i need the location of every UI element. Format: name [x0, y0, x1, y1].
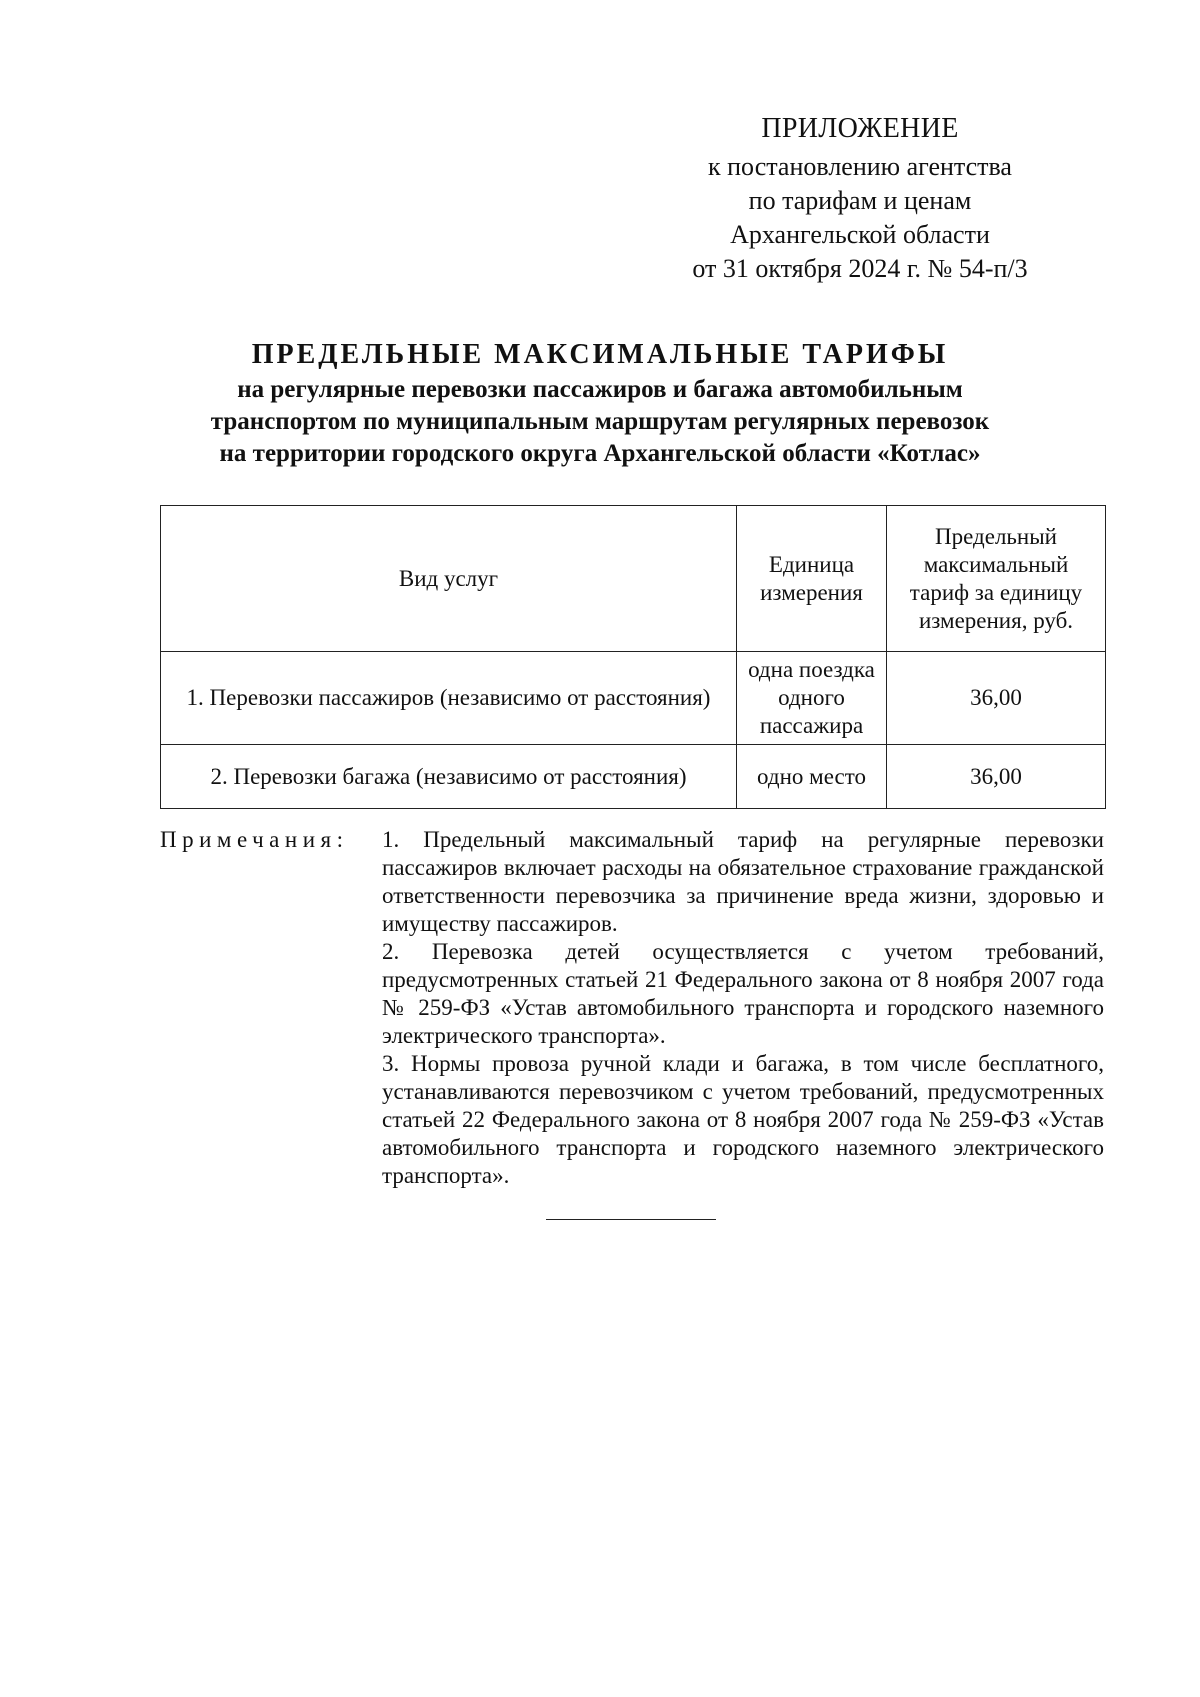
table-header-row	[161, 506, 1106, 652]
row-1-service: 1. Перевозки пассажиров (независимо от расстояния)	[161, 652, 737, 745]
appendix-title: ПРИЛОЖЕНИЕ	[761, 113, 959, 144]
document-subtitle-line-1: на регулярные перевозки пассажиров и багажа автомобильным	[237, 376, 963, 403]
header-unit: Единица измерения	[737, 506, 887, 652]
row-2-service: 2. Перевозки багажа (независимо от расстояния)	[161, 745, 737, 809]
header-tariff: Предельный максимальный тариф за единицу измерения, руб.	[887, 506, 1106, 652]
row-1-tariff: 36,00	[887, 652, 1106, 745]
document-title-block	[80, 336, 1120, 470]
document-title: ПРЕДЕЛЬНЫЕ МАКСИМАЛЬНЫЕ ТАРИФЫ	[251, 339, 949, 370]
appendix-line-1: к постановлению агентства	[708, 152, 1012, 181]
header-service: Вид услуг	[161, 506, 737, 652]
document-subtitle-line-3: на территории городского округа Архангельской области «Котлас»	[219, 440, 981, 467]
appendix-line-3: Архангельской области	[730, 220, 990, 249]
appendix-line-2: по тарифам и ценам	[748, 186, 972, 215]
note-item-3: 3. Нормы провоза ручной клади и багажа, в том числе бесплатного, устанавливаются перевозчиком с учетом требований, предусмотренных статьей 22 Федерального закона от 8 ноября 2007 года № 259-ФЗ «Устав автомобильного транспорта и городского наземного электрического транспорта».	[382, 1051, 1104, 1188]
document-subtitle-line-2: транспортом по муниципальным маршрутам регулярных перевозок	[210, 408, 990, 435]
table-row	[161, 745, 1106, 809]
notes-label: Примечания:	[160, 827, 349, 852]
tariff-table	[160, 505, 1106, 809]
appendix-date-number: от 31 октября 2024 г. № 54-п/3	[692, 254, 1028, 283]
note-item-2: 2. Перевозка детей осуществляется с учетом требований, предусмотренных статьей 21 Федерального закона от 8 ноября 2007 года № 259-ФЗ «Устав автомобильного транспорта и городского наземного электрического транспорта».	[382, 939, 1104, 1048]
row-2-tariff: 36,00	[887, 745, 1106, 809]
table-row	[161, 652, 1106, 745]
appendix-header	[600, 112, 1120, 286]
end-divider	[546, 1219, 716, 1220]
row-2-unit: одно место	[737, 745, 887, 809]
notes-list	[382, 826, 1104, 1190]
row-1-unit: одна поездка одного пассажира	[737, 652, 887, 745]
note-item-1: 1. Предельный максимальный тариф на регулярные перевозки пассажиров включает расходы на обязательное страхование гражданской ответственности перевозчика за причинение вреда жизни, здоровью и имуществу пассажиров.	[382, 827, 1104, 936]
